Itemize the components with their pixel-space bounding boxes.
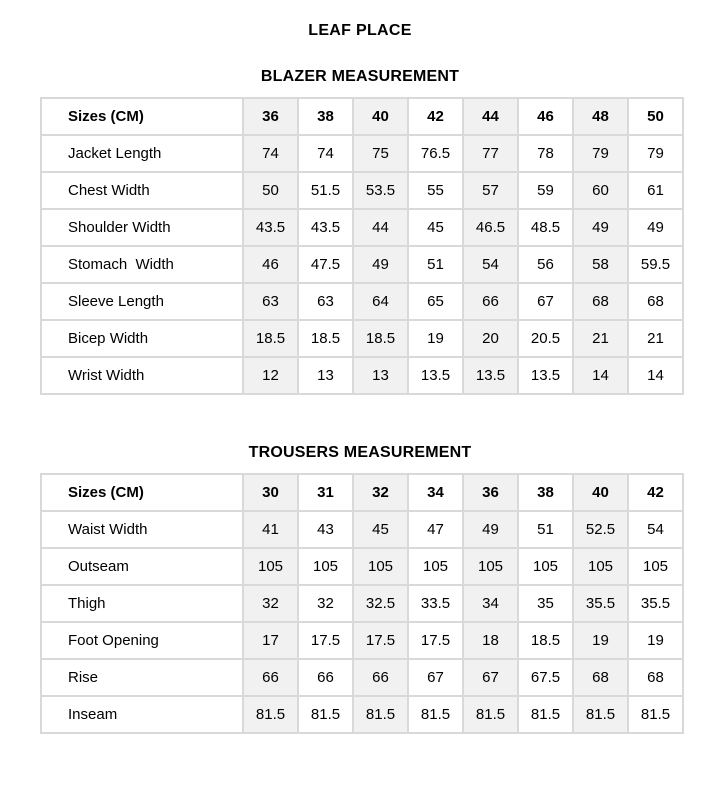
size-column-header: 42: [408, 98, 463, 135]
size-column-header: 42: [628, 474, 683, 511]
size-column-header: 38: [298, 98, 353, 135]
measurement-row-label: Jacket Length: [41, 135, 243, 172]
measurement-value-cell: 32: [298, 585, 353, 622]
measurement-value-cell: 35.5: [628, 585, 683, 622]
measurement-value-cell: 66: [353, 659, 408, 696]
measurement-value-cell: 79: [573, 135, 628, 172]
measurement-value-cell: 35.5: [573, 585, 628, 622]
measurement-value-cell: 52.5: [573, 511, 628, 548]
measurement-value-cell: 75: [353, 135, 408, 172]
measurement-value-cell: 59: [518, 172, 573, 209]
measurement-row: [41, 548, 683, 585]
size-column-header: 34: [408, 474, 463, 511]
measurement-value-cell: 49: [463, 511, 518, 548]
measurement-value-cell: 20.5: [518, 320, 573, 357]
measurement-value-cell: 47: [408, 511, 463, 548]
measurement-value-cell: 51.5: [298, 172, 353, 209]
measurement-value-cell: 81.5: [298, 696, 353, 733]
measurement-value-cell: 18.5: [518, 622, 573, 659]
measurement-value-cell: 67: [408, 659, 463, 696]
measurement-value-cell: 19: [408, 320, 463, 357]
measurement-value-cell: 32: [243, 585, 298, 622]
measurement-value-cell: 47.5: [298, 246, 353, 283]
measurement-value-cell: 67: [518, 283, 573, 320]
measurement-value-cell: 67: [463, 659, 518, 696]
measurement-value-cell: 46: [243, 246, 298, 283]
measurement-value-cell: 105: [243, 548, 298, 585]
size-column-header: 48: [573, 98, 628, 135]
size-column-header: 38: [518, 474, 573, 511]
measurement-value-cell: 81.5: [243, 696, 298, 733]
blazer-measurement-table: [40, 97, 684, 395]
measurement-value-cell: 33.5: [408, 585, 463, 622]
measurement-row: [41, 209, 683, 246]
measurement-value-cell: 105: [408, 548, 463, 585]
measurement-value-cell: 51: [518, 511, 573, 548]
measurement-value-cell: 105: [518, 548, 573, 585]
measurement-value-cell: 49: [573, 209, 628, 246]
measurement-value-cell: 54: [628, 511, 683, 548]
measurement-value-cell: 51: [408, 246, 463, 283]
measurement-value-cell: 68: [628, 283, 683, 320]
measurement-value-cell: 63: [243, 283, 298, 320]
measurement-value-cell: 43: [298, 511, 353, 548]
measurement-row-label: Chest Width: [41, 172, 243, 209]
measurement-value-cell: 49: [353, 246, 408, 283]
measurement-value-cell: 63: [298, 283, 353, 320]
trousers-section: [0, 444, 720, 734]
measurement-row-label: Stomach Width: [41, 246, 243, 283]
measurement-value-cell: 43.5: [298, 209, 353, 246]
measurement-value-cell: 81.5: [463, 696, 518, 733]
measurement-value-cell: 57: [463, 172, 518, 209]
measurement-value-cell: 64: [353, 283, 408, 320]
measurement-value-cell: 18.5: [353, 320, 408, 357]
measurement-row-label: Foot Opening: [41, 622, 243, 659]
measurement-value-cell: 81.5: [353, 696, 408, 733]
measurement-row-label: Outseam: [41, 548, 243, 585]
measurement-value-cell: 43.5: [243, 209, 298, 246]
measurement-value-cell: 18.5: [243, 320, 298, 357]
measurement-row-label: Bicep Width: [41, 320, 243, 357]
size-column-header: 44: [463, 98, 518, 135]
measurement-row: [41, 320, 683, 357]
measurement-value-cell: 19: [573, 622, 628, 659]
size-column-header: 40: [353, 98, 408, 135]
measurement-value-cell: 74: [298, 135, 353, 172]
measurement-row-label: Sleeve Length: [41, 283, 243, 320]
measurement-value-cell: 21: [573, 320, 628, 357]
measurement-value-cell: 46.5: [463, 209, 518, 246]
measurement-value-cell: 13.5: [518, 357, 573, 394]
measurement-value-cell: 17.5: [298, 622, 353, 659]
size-column-header: 36: [463, 474, 518, 511]
measurement-value-cell: 105: [463, 548, 518, 585]
measurement-value-cell: 13: [353, 357, 408, 394]
size-column-header: 50: [628, 98, 683, 135]
blazer-table-title: BLAZER MEASUREMENT: [260, 68, 460, 85]
measurement-value-cell: 65: [408, 283, 463, 320]
measurement-value-cell: 34: [463, 585, 518, 622]
measurement-value-cell: 53.5: [353, 172, 408, 209]
measurement-value-cell: 105: [573, 548, 628, 585]
measurement-value-cell: 55: [408, 172, 463, 209]
measurement-value-cell: 45: [408, 209, 463, 246]
measurement-value-cell: 68: [573, 659, 628, 696]
measurement-value-cell: 59.5: [628, 246, 683, 283]
measurement-value-cell: 54: [463, 246, 518, 283]
measurement-value-cell: 68: [573, 283, 628, 320]
measurement-value-cell: 50: [243, 172, 298, 209]
measurement-value-cell: 66: [243, 659, 298, 696]
blazer-section: [0, 68, 720, 395]
measurement-row: [41, 357, 683, 394]
measurement-row-label: Rise: [41, 659, 243, 696]
measurement-value-cell: 58: [573, 246, 628, 283]
measurement-value-cell: 21: [628, 320, 683, 357]
measurement-value-cell: 17.5: [408, 622, 463, 659]
measurement-row: [41, 283, 683, 320]
measurement-row-label: Wrist Width: [41, 357, 243, 394]
measurement-row: [41, 696, 683, 733]
measurement-value-cell: 13.5: [408, 357, 463, 394]
measurement-row: [41, 622, 683, 659]
measurement-value-cell: 74: [243, 135, 298, 172]
measurement-value-cell: 48.5: [518, 209, 573, 246]
measurement-value-cell: 81.5: [628, 696, 683, 733]
measurement-value-cell: 105: [353, 548, 408, 585]
measurement-value-cell: 45: [353, 511, 408, 548]
measurement-value-cell: 12: [243, 357, 298, 394]
size-column-header: 30: [243, 474, 298, 511]
measurement-value-cell: 14: [573, 357, 628, 394]
measurement-value-cell: 56: [518, 246, 573, 283]
sizes-header-label: Sizes (CM): [41, 474, 243, 511]
measurement-value-cell: 19: [628, 622, 683, 659]
measurement-value-cell: 105: [298, 548, 353, 585]
measurement-value-cell: 14: [628, 357, 683, 394]
measurement-value-cell: 18: [463, 622, 518, 659]
size-column-header: 46: [518, 98, 573, 135]
measurement-value-cell: 49: [628, 209, 683, 246]
size-header-row: [41, 98, 683, 135]
measurement-value-cell: 77: [463, 135, 518, 172]
measurement-value-cell: 61: [628, 172, 683, 209]
measurement-value-cell: 66: [463, 283, 518, 320]
measurement-row: [41, 511, 683, 548]
measurement-row-label: Inseam: [41, 696, 243, 733]
measurement-row: [41, 135, 683, 172]
measurement-row-label: Thigh: [41, 585, 243, 622]
measurement-value-cell: 79: [628, 135, 683, 172]
measurement-value-cell: 60: [573, 172, 628, 209]
size-column-header: 40: [573, 474, 628, 511]
size-column-header: 36: [243, 98, 298, 135]
trousers-measurement-table: [40, 473, 684, 734]
measurement-value-cell: 44: [353, 209, 408, 246]
measurement-value-cell: 41: [243, 511, 298, 548]
measurement-row-label: Shoulder Width: [41, 209, 243, 246]
measurement-value-cell: 13: [298, 357, 353, 394]
measurement-value-cell: 17: [243, 622, 298, 659]
measurement-value-cell: 32.5: [353, 585, 408, 622]
measurement-value-cell: 81.5: [518, 696, 573, 733]
measurement-value-cell: 35: [518, 585, 573, 622]
measurement-value-cell: 81.5: [408, 696, 463, 733]
measurement-row: [41, 585, 683, 622]
sizes-header-label: Sizes (CM): [41, 98, 243, 135]
measurement-value-cell: 78: [518, 135, 573, 172]
measurement-value-cell: 20: [463, 320, 518, 357]
measurement-row: [41, 659, 683, 696]
size-column-header: 32: [353, 474, 408, 511]
page-title: LEAF PLACE: [308, 22, 412, 39]
trousers-table-title: TROUSERS MEASUREMENT: [248, 444, 472, 461]
measurement-value-cell: 81.5: [573, 696, 628, 733]
size-column-header: 31: [298, 474, 353, 511]
measurement-row-label: Waist Width: [41, 511, 243, 548]
measurement-value-cell: 68: [628, 659, 683, 696]
measurement-value-cell: 76.5: [408, 135, 463, 172]
measurement-row: [41, 246, 683, 283]
measurement-value-cell: 105: [628, 548, 683, 585]
measurement-value-cell: 18.5: [298, 320, 353, 357]
measurement-value-cell: 17.5: [353, 622, 408, 659]
measurement-value-cell: 67.5: [518, 659, 573, 696]
measurement-value-cell: 66: [298, 659, 353, 696]
measurement-value-cell: 13.5: [463, 357, 518, 394]
size-header-row: [41, 474, 683, 511]
measurement-row: [41, 172, 683, 209]
